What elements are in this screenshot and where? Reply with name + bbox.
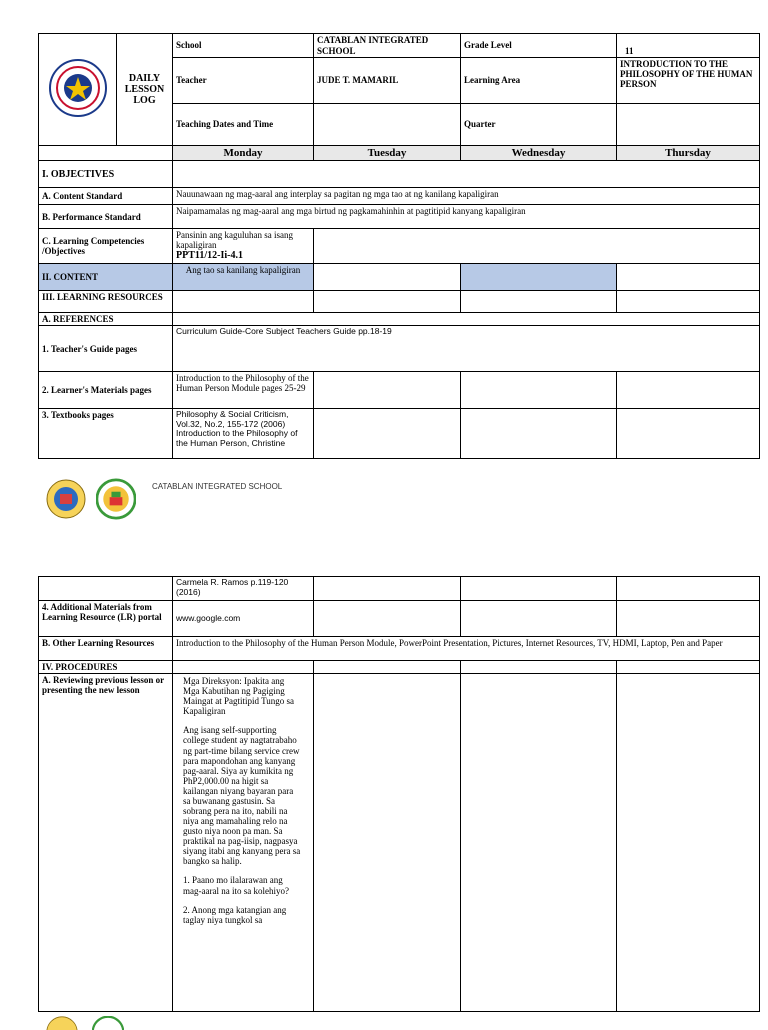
teaching-dates-value — [314, 104, 461, 146]
competencies-monday — [173, 229, 314, 264]
teacher-value: JUDE T. MAMARIL — [314, 58, 461, 104]
rv-wed — [461, 674, 617, 1012]
lm-tue — [314, 372, 461, 409]
page-footer — [46, 474, 282, 524]
learning-area-value: INTRODUCTION TO THE PHILOSOPHY OF THE HUMAN PERSON — [617, 58, 760, 104]
am-wed — [461, 601, 617, 637]
school-label: School — [173, 34, 314, 58]
content-wed — [461, 264, 617, 291]
additional-materials-label: 4. Additional Materials from Learning Resource (LR) portal — [39, 601, 173, 637]
rv-thu — [617, 674, 760, 1012]
proc-thu — [617, 661, 760, 674]
day-tuesday: Tuesday — [314, 146, 461, 161]
reviewing-lesson-content — [173, 674, 314, 1012]
references-blank — [173, 313, 760, 326]
objectives-blank — [173, 161, 760, 188]
teachers-guide-value: Curriculum Guide-Core Subject Teachers Guide pp.18-19 — [173, 326, 760, 372]
lr-thu — [617, 291, 760, 313]
content-label: II. CONTENT — [39, 264, 173, 291]
textbooks-value: Philosophy & Social Criticism, Vol.32, No.2, 155-172 (2006) Introduction to the Philosophy of the Human Person, Christine — [173, 409, 314, 459]
page-2 — [0, 576, 768, 1024]
performance-standard-label: B. Performance Standard — [39, 205, 173, 229]
textbooks-label: 3. Textbooks pages — [39, 409, 173, 459]
footer-school-name: CATABLAN INTEGRATED SCHOOL — [152, 482, 283, 491]
proc-tue — [314, 661, 461, 674]
content-standard-value: Nauunawaan ng mag-aaral ang interplay sa pagitan ng mga tao at ng kanilang kapaligiran — [173, 188, 760, 205]
tb-thu — [617, 409, 760, 459]
page-2-footer-logos — [46, 1016, 124, 1030]
competencies-blank — [314, 229, 760, 264]
competencies-label: C. Learning Competencies /Objectives — [39, 229, 173, 264]
other-resources-label: B. Other Learning Resources — [39, 637, 173, 661]
content-standard-label: A. Content Standard — [39, 188, 173, 205]
other-resources-value: Introduction to the Philosophy of the Human Person Module, PowerPoint Presentation, Pictures, Internet Resources, TV, HDMI, Laptop, Pen and Paper — [173, 637, 760, 661]
references-label: A. REFERENCES — [39, 313, 173, 326]
teaching-dates-label: Teaching Dates and Time — [173, 104, 314, 146]
day-monday: Monday — [173, 146, 314, 161]
am-thu — [617, 601, 760, 637]
rv-tue — [314, 674, 461, 1012]
learning-resources-label: III. LEARNING RESOURCES — [39, 291, 173, 313]
tbc-wed — [461, 577, 617, 601]
procedure-paragraph: Mga Direksyon: Ipakita ang Mga Kabutihan ng Pagiging Maingat at Pagtitipid Tungo sa Kapaligiran — [183, 676, 295, 717]
quarter-value — [617, 104, 760, 146]
lr-tue — [314, 291, 461, 313]
page-gap — [0, 530, 768, 576]
deped-logo-cell — [39, 34, 117, 146]
procedures-label: IV. PROCEDURES — [39, 661, 173, 674]
lm-wed — [461, 372, 617, 409]
proc-wed — [461, 661, 617, 674]
day-header-blank — [39, 146, 173, 161]
deped-seal-icon — [48, 58, 108, 118]
integrated-school-logo-icon — [92, 1016, 124, 1030]
learners-materials-label: 2. Learner's Materials pages — [39, 372, 173, 409]
school-value: CATABLAN INTEGRATED SCHOOL — [314, 34, 461, 58]
day-thursday: Thursday — [617, 146, 760, 161]
performance-standard-value: Naipamamalas ng mag-aaral ang mga birtud ng pagkamahinhin at pagtitipid kanyang kapaligiran — [173, 205, 760, 229]
learners-materials-value: Introduction to the Philosophy of the Human Person Module pages 25-29 — [173, 372, 314, 409]
competencies-code: PPT11/12-Ii-4.1 — [176, 250, 243, 262]
teachers-guide-label: 1. Teacher's Guide pages — [39, 326, 173, 372]
lesson-log-table — [38, 33, 760, 459]
grade-level-label: Grade Level — [461, 34, 617, 58]
tb-cont-label — [39, 577, 173, 601]
school-seal-icon — [46, 479, 86, 519]
tb-tue — [314, 409, 461, 459]
content-thu — [617, 264, 760, 291]
grade-level-value: 11 — [617, 34, 760, 58]
procedure-paragraph: Ang isang self-supporting college student ay nagtatrabaho ng part-time bilang service crew para mapondohan ang kanyang pag-aaral. Siya ay kumikita ng PhP2,000.00 na higit sa kailangan niyang bayaran para sa buwanang gastusin. Sa sobrang pera na ito, nabili na niya ang mamahaling relo na gusto niya noon pa man. Sa praktikal na pag-iisip, nagpasya siyang itabi ang kanyang pera sa bangko sa halip. — [183, 725, 301, 867]
lr-mon — [173, 291, 314, 313]
additional-materials-value: www.google.com — [173, 601, 314, 637]
reviewing-lesson-label: A. Reviewing previous lesson or presenting the new lesson — [39, 674, 173, 1012]
procedure-paragraph: 1. Paano mo ilalarawan ang mag-aaral na ito sa kolehiyo? — [183, 875, 289, 896]
tbc-thu — [617, 577, 760, 601]
objectives-heading: I. OBJECTIVES — [39, 161, 173, 188]
lesson-log-table-continued — [38, 576, 760, 1012]
learning-area-label: Learning Area — [461, 58, 617, 104]
integrated-school-logo-icon — [96, 479, 136, 519]
competencies-value: Pansinin ang kaguluhan sa isang kapaligiran — [176, 230, 293, 251]
day-wednesday: Wednesday — [461, 146, 617, 161]
content-tue — [314, 264, 461, 291]
textbooks-continued: Carmela R. Ramos p.119-120 (2016) — [173, 577, 314, 601]
teacher-label: Teacher — [173, 58, 314, 104]
am-tue — [314, 601, 461, 637]
quarter-label: Quarter — [461, 104, 617, 146]
procedure-paragraph: 2. Anong mga katangian ang taglay niya tungkol sa — [183, 904, 287, 925]
content-value: Ang tao sa kanilang kapaligiran — [173, 264, 314, 291]
lm-thu — [617, 372, 760, 409]
daily-lesson-log-title: DAILY LESSON LOG — [117, 34, 173, 146]
lr-wed — [461, 291, 617, 313]
tbc-tue — [314, 577, 461, 601]
proc-mon — [173, 661, 314, 674]
school-seal-icon — [46, 1016, 78, 1030]
tb-wed — [461, 409, 617, 459]
